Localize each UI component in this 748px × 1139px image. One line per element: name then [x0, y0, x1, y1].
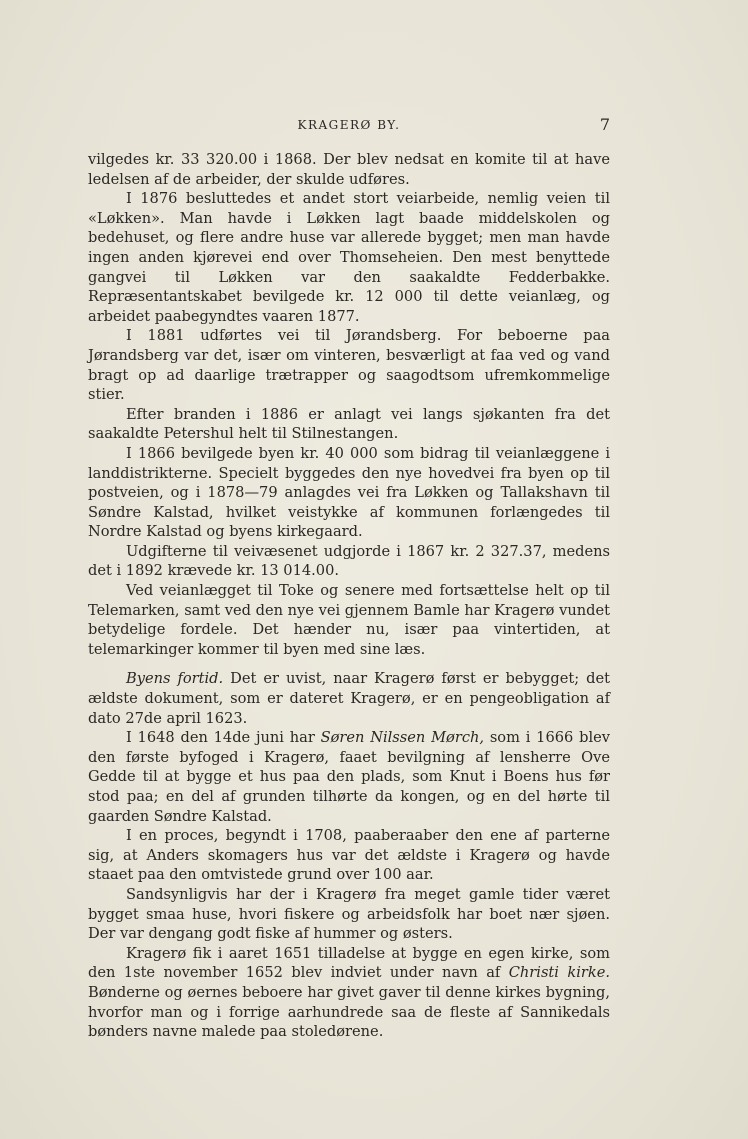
- paragraph-text: vilgedes kr. 33 320.00 i 1868. Der blev nedsat en komite til at have ledelsen af de arbeider, der skulde udføres.: [88, 151, 610, 188]
- paragraph: [88, 444, 610, 542]
- paragraph-text: Sandsynligvis har der i Kragerø fra meget gamle tider været bygget smaa huse, hvori fiskere og arbeidsfolk har boet nær sjøen. Der var dengang godt fiske af hummer og østers.: [88, 885, 610, 943]
- paragraph-text: Bønderne og øernes beboere har givet gaver til denne kirkes bygning, hvorfor man og i forrige aarhundrede saa de fleste af Sannikedals bønders navne malede paa stoledørene.: [88, 983, 610, 1041]
- paragraph-text: I en proces, begyndt i 1708, paaberaaber den ene af parterne sig, at Anders skomagers hus var det ældste i Kragerø og havde staaet paa den omtvistede grund over 100 aar.: [88, 827, 610, 884]
- paragraph-text: Efter branden i 1886 er anlagt vei langs sjøkanten fra det saakaldte Petershul helt til Stilnestangen.: [88, 405, 610, 443]
- paragraph: [88, 150, 610, 189]
- paragraph: [88, 405, 610, 444]
- body-text: [88, 150, 610, 1042]
- paragraph: [88, 885, 610, 944]
- page-number: 7: [599, 115, 610, 134]
- paragraph-text: I 1881 udførtes vei til Jørandsberg. For beboerne paa Jørandsberg var det, især om vinteren, besværligt at faa ved og vand bragt op ad daarlige trætrapper og saagodtsom ufremkommelige stier.: [88, 327, 610, 404]
- paragraph: [88, 944, 610, 1042]
- paragraph-text: Det er uvist, naar Kragerø først er bebygget; det ældste dokument, som er dateret Kragerø, er en pengeobligation af dato 27de april 1623.: [88, 670, 610, 727]
- paragraph-text: Ved veianlægget til Toke og senere med fortsættelse helt op til Telemarken, samt ved den nye vei gjennem Bamle har Kragerø vundet betydelige fordele. Det hænder nu, især paa vintertiden, at telemarkinger kommer til byen med sine læs.: [88, 582, 610, 658]
- paragraph-text: I 1866 bevilgede byen kr. 40 000 som bidrag til veianlæggene i landdistrikterne. Specielt byggedes den nye hovedvei fra byen op til postveien, og i 1878—79 anlagdes vei fra Løkken og Tallakshavn til Søndre Kalstad, hvilket veistykke af kommunen forlængedes til Nordre Kalstad og byens kirkegaard.: [88, 444, 610, 541]
- church-name: Christi kirke.: [508, 964, 610, 982]
- paragraph: [88, 581, 610, 659]
- paragraph: [88, 189, 610, 326]
- section-heading: Byens fortid.: [126, 670, 224, 688]
- running-title: KRAGERØ BY.: [297, 118, 401, 132]
- paragraph-text: I 1876 besluttedes et andet stort veiarbeide, nemlig veien til «Løkken». Man havde i Løkken lagt baade middelskolen og bedehuset, og flere andre huse var allerede bygget; men man havde ingen anden kjørevei end over Thomseheien. Den mest benyttede gangvei til Løkken var den saakaldte Fedderbakke. Repræsentantskabet bevilgede kr. 12 000 til dette veianlæg, og arbeidet paabegyndtes vaaren 1877.: [88, 190, 610, 325]
- paragraph: [88, 326, 610, 404]
- paragraph-text: Kragerø fik i aaret 1651 tilladelse at bygge en egen kirke, som den 1ste november 1652 blev indviet under navn af: [88, 944, 610, 982]
- paragraph: [88, 826, 610, 885]
- paragraph-text: I 1648 den 14de juni har: [126, 729, 321, 747]
- paragraph: [88, 542, 610, 581]
- paragraph-text: som i 1666 blev den første byfoged i Kragerø, faaet bevilgning af lensherre Ove Gedde til at bygge et hus paa den plads, som Knut i Boens hus før stod paa; en del af grunden tilhørte da kongen, og en del hørte til gaarden Søndre Kalstad.: [88, 729, 610, 825]
- page-header: [88, 115, 610, 135]
- paragraph-text: Udgifterne til veivæsenet udgjorde i 1867 kr. 2 327.37, medens det i 1892 krævede kr. 13 014.00.: [88, 542, 610, 580]
- person-name: Søren Nilssen Mørch,: [320, 729, 485, 747]
- paragraph: [88, 669, 610, 728]
- paragraph: [88, 728, 610, 826]
